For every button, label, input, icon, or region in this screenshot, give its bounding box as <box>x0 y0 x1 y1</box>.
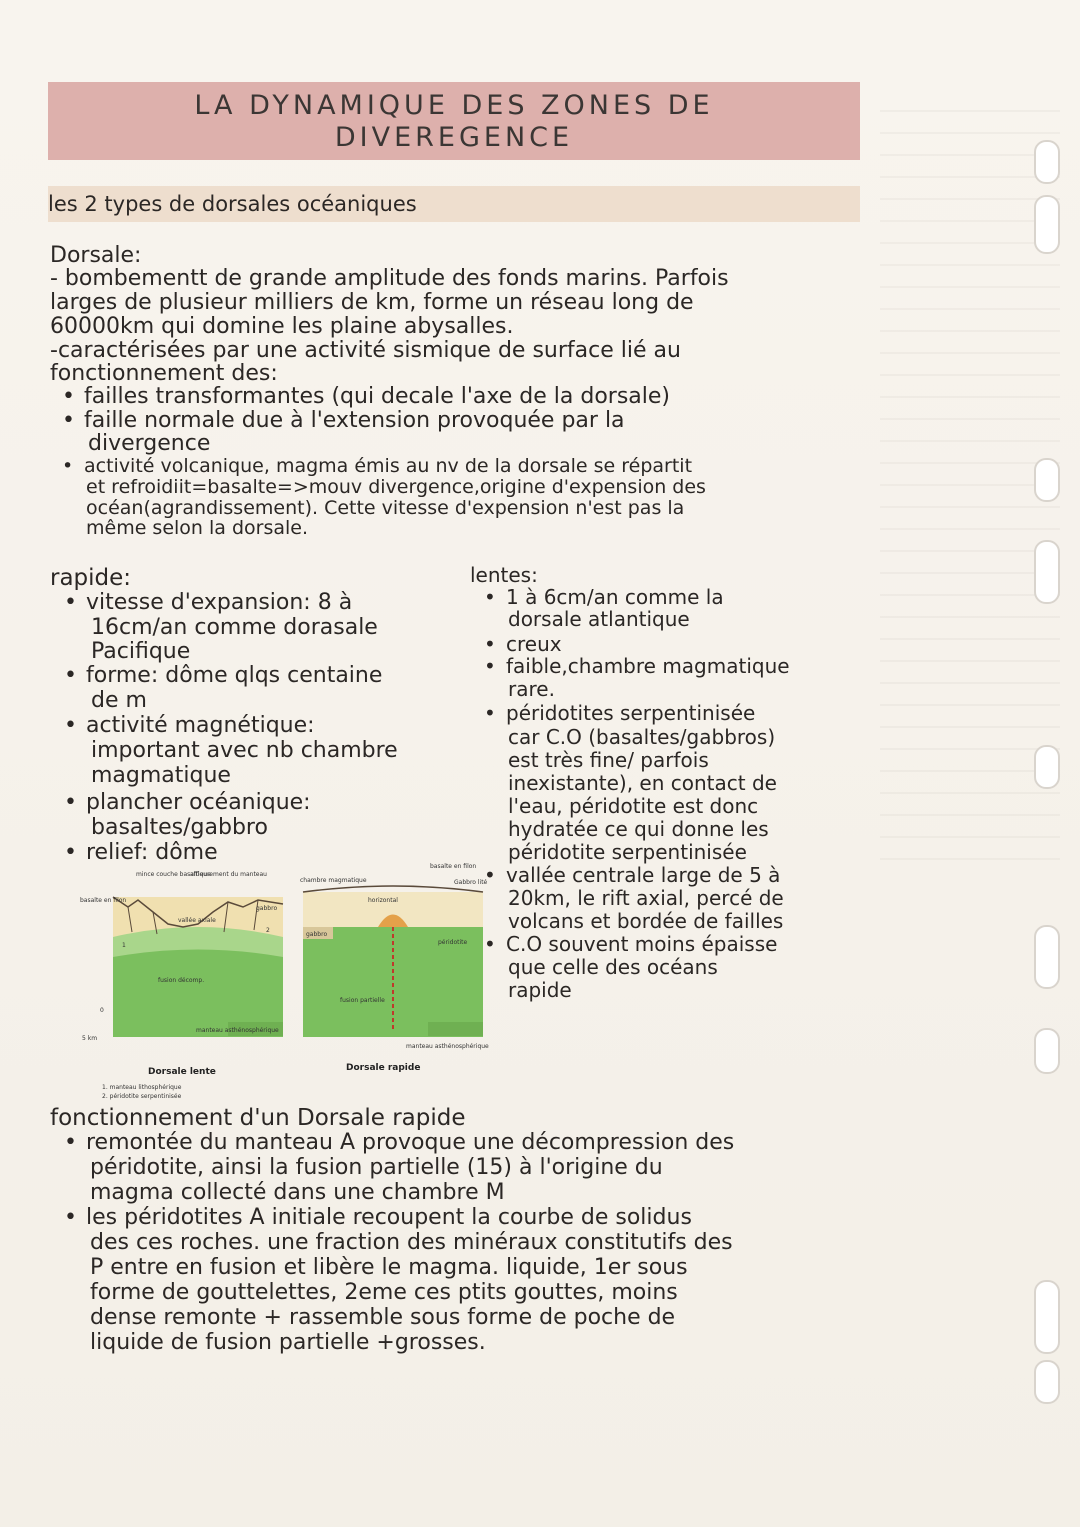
section-subtitle: les 2 types de dorsales océaniques <box>48 192 417 216</box>
bullet-text: creux <box>506 632 562 656</box>
bullet-continuation: car C.O (basaltes/gabbros) <box>508 725 776 749</box>
bullet-continuation: et refroidiit=basalte=>mouv divergence,origine d'expension des <box>86 476 706 498</box>
bullet-continuation: que celle des océans <box>508 955 718 979</box>
fig-label: 1 <box>122 942 126 949</box>
dorsale-line: -caractérisées par une activité sismique de surface lié au <box>50 338 681 363</box>
bullet-continuation: dorsale atlantique <box>508 607 690 631</box>
fig-label: chambre magmatique <box>300 877 367 884</box>
fonct-bullet: • les péridotites A initiale recoupent la courbe de solidus <box>64 1205 692 1230</box>
fast-ridge-diagram <box>303 886 483 1037</box>
rapide-heading: rapide: <box>50 565 132 591</box>
bullet-text: relief: dôme <box>86 840 218 865</box>
dorsale-line: fonctionnement des: <box>50 361 278 386</box>
binder-hole <box>1034 140 1060 184</box>
lentes-bullet: • C.O souvent moins épaisse <box>484 932 778 956</box>
fig-label: manteau asthénosphérique <box>406 1043 489 1050</box>
bullet-text: vitesse d'expansion: 8 à <box>86 590 353 615</box>
binder-hole <box>1034 458 1060 502</box>
bullet-continuation: inexistante), en contact de <box>508 771 777 795</box>
bullet-continuation: des ces roches. une fraction des minéraux constitutifs des <box>90 1230 733 1255</box>
lentes-heading: lentes: <box>470 563 538 587</box>
fig-label: péridotite <box>438 939 468 946</box>
fig-label: basalte en filon <box>430 863 477 870</box>
lentes-bullet: • 1 à 6cm/an comme la <box>484 585 724 609</box>
bullet-text: plancher océanique: <box>86 790 311 815</box>
fig-label: fusion décomp. <box>158 977 205 984</box>
fig-label: mince couche basaltique <box>136 871 211 878</box>
bullet-continuation: de m <box>91 688 147 713</box>
bullet-text: 1 à 6cm/an comme la <box>506 585 724 609</box>
binder-hole <box>1034 195 1060 254</box>
dorsale-bullet: • failles transformantes (qui decale l'axe de la dorsale) <box>62 384 670 409</box>
fig-label: manteau asthénosphérique <box>196 1027 279 1034</box>
bullet-text: C.O souvent moins épaisse <box>506 932 778 956</box>
bullet-continuation: péridotite serpentinisée <box>508 840 747 864</box>
rapide-bullet: • plancher océanique: <box>64 790 311 815</box>
lentes-bullet: • vallée centrale large de 5 à <box>484 863 781 887</box>
bullet-continuation: divergence <box>88 431 211 456</box>
lentes-bullet: • péridotites serpentinisée <box>484 701 756 725</box>
bullet-continuation: hydratée ce qui donne les <box>508 817 769 841</box>
fast-dome-line <box>303 886 483 892</box>
title-line-1: LA DYNAMIQUE DES ZONES DE <box>194 90 714 121</box>
bullet-continuation: important avec nb chambre <box>91 738 398 763</box>
fig-label: Gabbro lité <box>454 879 488 886</box>
bullet-continuation: océan(agrandissement). Cette vitesse d'expension n'est pas la <box>86 497 685 519</box>
rapide-bullet: • activité magnétique: <box>64 713 315 738</box>
bullet-continuation: rapide <box>508 978 572 1002</box>
fig-label: fusion partielle <box>340 997 385 1004</box>
bullet-continuation: 16cm/an comme dorasale <box>91 615 378 640</box>
bullet-continuation: l'eau, péridotite est donc <box>508 794 759 818</box>
fig-label: vallée axiale <box>178 917 216 924</box>
fonct-bullet: • remontée du manteau A provoque une décompression des <box>64 1130 735 1155</box>
fonctionnement-heading: fonctionnement d'un Dorsale rapide <box>50 1105 466 1131</box>
binder-hole <box>1034 925 1060 989</box>
rapide-bullet: • vitesse d'expansion: 8 à <box>64 590 353 615</box>
dorsale-heading: Dorsale: <box>50 243 142 268</box>
dorsale-diagram <box>78 862 498 1112</box>
bullet-continuation: même selon la dorsale. <box>86 517 309 539</box>
fig-caption-slow: Dorsale lente <box>148 1067 216 1077</box>
bullet-text: péridotites serpentinisée <box>506 701 756 725</box>
fig-label: 2 <box>266 927 270 934</box>
binder-hole <box>1034 540 1060 604</box>
title-line-2: DIVEREGENCE <box>334 122 574 153</box>
fig-caption-fast: Dorsale rapide <box>346 1063 421 1073</box>
lentes-bullet: • faible,chambre magmatique <box>484 654 790 678</box>
fig-legend: 1. manteau lithosphérique <box>102 1084 182 1091</box>
bullet-text: remontée du manteau A provoque une décompression des <box>86 1130 735 1155</box>
page-title <box>48 90 860 154</box>
binder-hole <box>1034 745 1060 789</box>
rapide-bullet: • relief: dôme <box>64 840 218 865</box>
fig-label: gabbro <box>306 931 328 938</box>
dorsale-line: - bombementt de grande amplitude des fonds marins. Parfois <box>50 266 729 291</box>
bullet-continuation: volcans et bordée de failles <box>508 909 784 933</box>
fast-asthenosphere-box <box>428 1022 483 1036</box>
binder-hole <box>1034 1028 1060 1074</box>
fig-label: 0 <box>100 1007 104 1014</box>
fig-label: affleurement du manteau <box>190 871 267 878</box>
bullet-continuation: rare. <box>508 677 555 701</box>
bullet-continuation: magmatique <box>91 763 231 788</box>
bullet-text: faible,chambre magmatique <box>506 654 790 678</box>
fig-label: basalte en filon <box>80 897 127 904</box>
fig-label: gabbro <box>256 905 278 912</box>
fig-label: horizontal <box>368 897 398 904</box>
bullet-text: activité magnétique: <box>86 713 315 738</box>
bullet-continuation: forme de gouttelettes, 2eme ces ptits gouttes, moins <box>90 1280 678 1305</box>
rapide-bullet: • forme: dôme qlqs centaine <box>64 663 383 688</box>
binder-hole <box>1034 1360 1060 1404</box>
dorsale-line: 60000km qui domine les plaine abysalles. <box>50 314 514 339</box>
bleed-through-text <box>880 110 1060 870</box>
binder-hole <box>1034 1280 1060 1354</box>
fig-label: 5 km <box>82 1035 98 1042</box>
dorsale-bullet: • faille normale due à l'extension provoquée par la <box>62 408 625 433</box>
bullet-text: forme: dôme qlqs centaine <box>86 663 383 688</box>
dorsale-line: larges de plusieur milliers de km, forme un réseau long de <box>50 290 694 315</box>
bullet-continuation: 20km, le rift axial, percé de <box>508 886 784 910</box>
bullet-text: les péridotites A initiale recoupent la courbe de solidus <box>86 1205 692 1230</box>
bullet-continuation: dense remonte + rassemble sous forme de poche de <box>90 1305 676 1330</box>
bullet-continuation: est très fine/ parfois <box>508 748 709 772</box>
bullet-text: vallée centrale large de 5 à <box>506 863 781 887</box>
bullet-continuation: magma collecté dans une chambre M <box>90 1180 505 1205</box>
bullet-continuation: liquide de fusion partielle +grosses. <box>90 1330 486 1355</box>
bullet-continuation: Pacifique <box>91 639 191 664</box>
dorsale-bullet: • activité volcanique, magma émis au nv de la dorsale se répartit <box>62 455 693 477</box>
bullet-continuation: péridotite, ainsi la fusion partielle (15) à l'origine du <box>90 1155 663 1180</box>
bullet-continuation: P entre en fusion et libère le magma. liquide, 1er sous <box>90 1255 688 1280</box>
bullet-text: faille normale due à l'extension provoquée par la <box>84 408 625 433</box>
bullet-text: activité volcanique, magma émis au nv de la dorsale se répartit <box>84 455 693 477</box>
lentes-bullet: • creux <box>484 632 562 656</box>
bullet-continuation: basaltes/gabbro <box>91 815 268 840</box>
bullet-text: failles transformantes (qui decale l'axe de la dorsale) <box>84 384 670 409</box>
fig-legend: 2. péridotite serpentinisée <box>102 1093 182 1100</box>
